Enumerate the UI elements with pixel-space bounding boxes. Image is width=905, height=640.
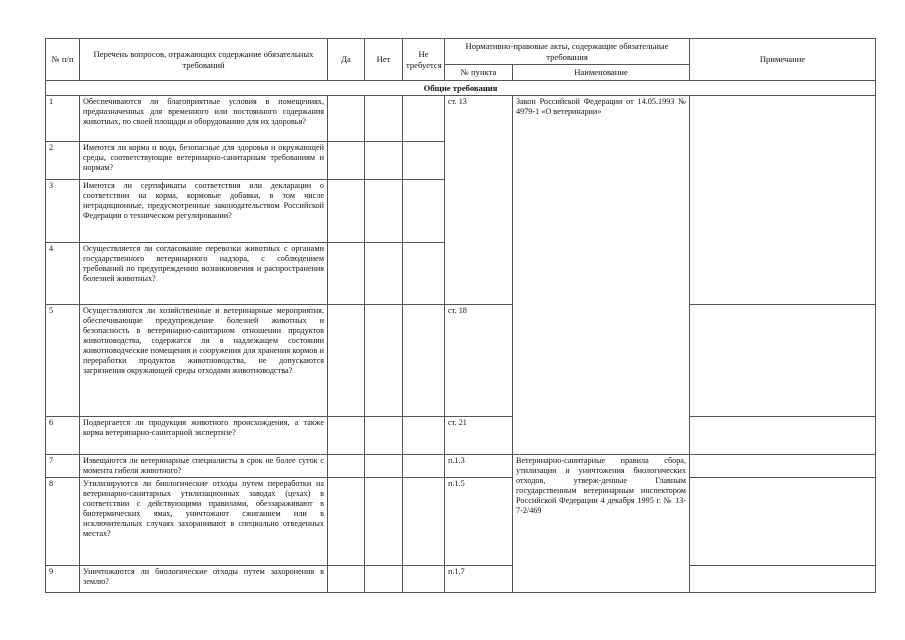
header-point-no: № пункта [445, 65, 513, 81]
not-required-cell[interactable] [403, 455, 445, 478]
yes-cell[interactable] [328, 566, 365, 593]
not-required-cell[interactable] [403, 243, 445, 305]
row-number: 8 [46, 478, 80, 566]
row-question: Обеспечиваются ли благоприятные условия в помещениях, предназначенных для временного или постоянного содержания животных, по своей площади и оборудованию для их здоровья? [80, 96, 328, 142]
note-cell[interactable] [690, 305, 876, 417]
table-row [46, 455, 876, 478]
yes-cell[interactable] [328, 478, 365, 566]
row-question: Извещаются ли ветеринарные специалисты в срок не более суток с момента гибели животного? [80, 455, 328, 478]
row-number: 7 [46, 455, 80, 478]
no-cell[interactable] [365, 96, 403, 142]
note-cell[interactable] [690, 455, 876, 478]
note-cell[interactable] [690, 417, 876, 455]
no-cell[interactable] [365, 478, 403, 566]
point-number: ст. 13 [445, 96, 513, 305]
point-number: п.1.3 [445, 455, 513, 478]
row-number: 5 [46, 305, 80, 417]
yes-cell[interactable] [328, 180, 365, 243]
row-number: 4 [46, 243, 80, 305]
row-question: Утилизируются ли биологические отходы путем переработки на ветеринарно-санитарных утилизационных заводах (цехах) в соответствии с действующими правилами, обеззараживают в биотермических ямах, уничтожают сжиганием или в исключительных случаях захоранивают в специально отведенных местах? [80, 478, 328, 566]
row-number: 2 [46, 142, 80, 180]
header-yes: Да [328, 39, 365, 81]
table-row [46, 478, 876, 566]
row-question: Осуществляется ли согласование перевозки животных с органами государственного ветеринарного надзора, с соблюдением требований по предупреждению возникновения и распространения болезней животных? [80, 243, 328, 305]
yes-cell[interactable] [328, 455, 365, 478]
row-question: Имеются ли сертификаты соответствия или декларации о соответствии на корма, кормовые добавки, в том числе нетрадиционные, предусмотренные законодательством Российской Федерации о техническом регулировании? [80, 180, 328, 243]
header-name: Наименование [513, 65, 690, 81]
row-number: 1 [46, 96, 80, 142]
header-question: Перечень вопросов, отражающих содержание обязательных требований [80, 39, 328, 81]
note-cell[interactable] [690, 566, 876, 593]
header-acts-group: Нормативно-правовые акты, содержащие обязательные требования [445, 39, 690, 65]
table-row [46, 566, 876, 593]
yes-cell[interactable] [328, 96, 365, 142]
table-row [46, 305, 876, 417]
note-cell[interactable] [690, 478, 876, 566]
note-cell[interactable] [690, 96, 876, 305]
act-name-law: Закон Российской Федерации от 14.05.1993 № 4979-1 «О ветеринарии» [513, 96, 690, 455]
point-number: п.1.5 [445, 478, 513, 566]
yes-cell[interactable] [328, 305, 365, 417]
not-required-cell[interactable] [403, 96, 445, 142]
point-number: п.1.7 [445, 566, 513, 593]
not-required-cell[interactable] [403, 478, 445, 566]
not-required-cell[interactable] [403, 566, 445, 593]
act-name-rules: Ветеринарно-санитарные правила сбора, утилизации и уничтожения биологических отходов, утверж-денные Главным государственным ветеринарным инспектором Российской Федерации 4 декабря 1995 г. № 13-7-2/469 [513, 455, 690, 593]
not-required-cell[interactable] [403, 417, 445, 455]
row-number: 3 [46, 180, 80, 243]
no-cell[interactable] [365, 243, 403, 305]
not-required-cell[interactable] [403, 142, 445, 180]
table-row [46, 96, 876, 142]
row-number: 6 [46, 417, 80, 455]
yes-cell[interactable] [328, 243, 365, 305]
requirements-table [45, 38, 876, 593]
yes-cell[interactable] [328, 142, 365, 180]
no-cell[interactable] [365, 142, 403, 180]
point-number: ст. 21 [445, 417, 513, 455]
no-cell[interactable] [365, 566, 403, 593]
header-not-required: Не требуется [403, 39, 445, 81]
yes-cell[interactable] [328, 417, 365, 455]
no-cell[interactable] [365, 180, 403, 243]
checklist-sheet [45, 38, 875, 598]
not-required-cell[interactable] [403, 180, 445, 243]
no-cell[interactable] [365, 417, 403, 455]
point-number: ст. 18 [445, 305, 513, 417]
row-question: Подвергается ли продукция животного происхождения, а также корма ветеринарно-санитарной экспертизе? [80, 417, 328, 455]
row-question: Уничтожаются ли биологические отходы путем захоронения в землю? [80, 566, 328, 593]
header-note: Примечание [690, 39, 876, 81]
section-title: Общие требования [46, 81, 876, 96]
row-question: Имеются ли корма и вода, безопасные для здоровья и окружающей среды, соответствующие ветеринарно-санитарным требованиям и нормам? [80, 142, 328, 180]
header-no: Нет [365, 39, 403, 81]
row-question: Осуществляются ли хозяйственные и ветеринарные мероприятия, обеспечивающие предупреждение болезней животных и безопасность в ветеринарно-санитарном отношении продуктов животноводства, содержатся ли в надлежащем состоянии животноводческие помещения и сооружения для хранения кормов и переработки продуктов животноводства, не допускаются загрязнения окружающей среды отходами животноводства? [80, 305, 328, 417]
not-required-cell[interactable] [403, 305, 445, 417]
table-row [46, 417, 876, 455]
header-num: № п/п [46, 39, 80, 81]
row-number: 9 [46, 566, 80, 593]
no-cell[interactable] [365, 455, 403, 478]
no-cell[interactable] [365, 305, 403, 417]
